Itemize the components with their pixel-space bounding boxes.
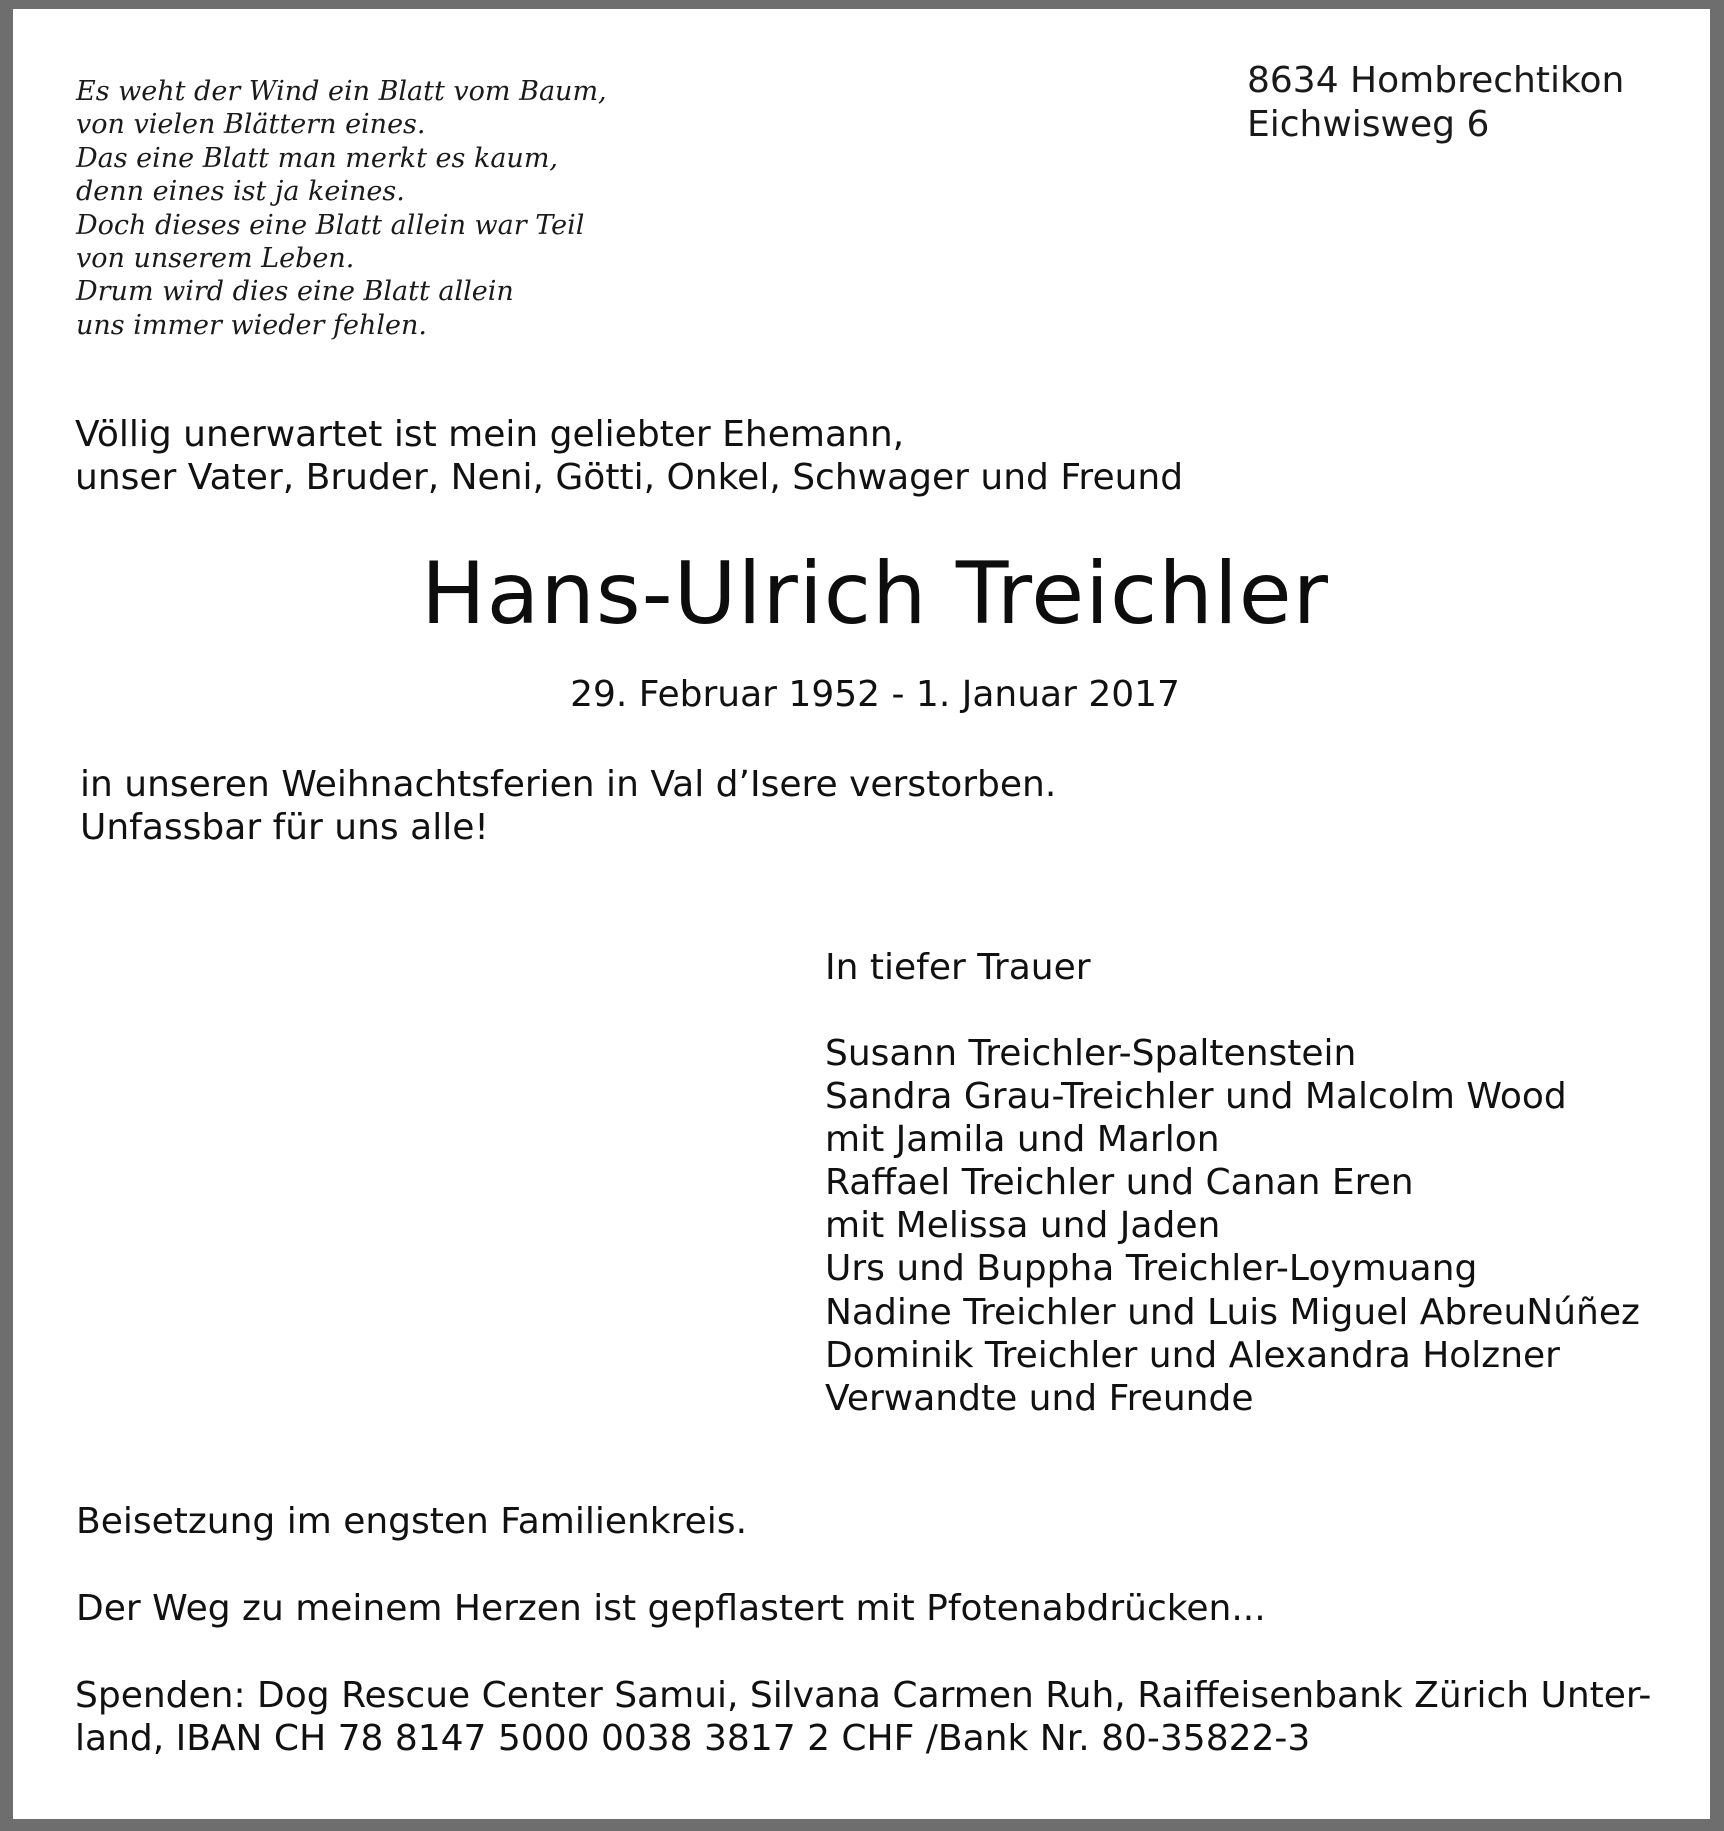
mourner-entry: Nadine Treichler und Luis Miguel AbreuNúñez xyxy=(825,1291,1640,1333)
poem-line: Drum wird dies eine Blatt allein xyxy=(76,276,514,308)
life-dates: 29. Februar 1952 - 1. Januar 2017 xyxy=(570,674,1180,715)
mourner-entry: mit Melissa und Jaden xyxy=(825,1205,1221,1247)
poem-line: denn eines ist ja keines. xyxy=(76,176,405,208)
mourner-entry: Sandra Grau-Treichler und Malcolm Wood xyxy=(825,1076,1567,1118)
poem-line: Das eine Blatt man merkt es kaum, xyxy=(76,142,559,174)
poem-line: von vielen Blättern eines. xyxy=(76,109,426,141)
mourner-entry: mit Jamila und Marlon xyxy=(825,1119,1220,1161)
mourning-heading-text: In tiefer Trauer xyxy=(825,947,1091,988)
poem-line: Es weht der Wind ein Blatt vom Baum, xyxy=(76,76,607,107)
passing-line: Unfassbar für uns alle! xyxy=(80,807,489,848)
burial-text: Beisetzung im engsten Familienkreis. xyxy=(76,1501,748,1542)
donations-line: land, IBAN CH 78 8147 5000 0038 3817 2 CHF /Bank Nr. 80-35822-3 xyxy=(75,1718,1311,1759)
deceased-name: Hans-Ulrich Treichler xyxy=(420,544,1330,644)
donations-note xyxy=(75,1674,1651,1760)
poem xyxy=(76,75,716,342)
intro-line: Völlig unerwartet ist mein geliebter Ehemann, xyxy=(75,414,905,455)
mourners-list xyxy=(825,1032,1640,1420)
paws-text: Der Weg zu meinem Herzen ist gepflastert mit Pfotenabdrücken... xyxy=(76,1588,1266,1629)
burial-note xyxy=(76,1500,747,1544)
intro-text xyxy=(75,413,1183,499)
mourner-entry: Verwandte und Freunde xyxy=(825,1377,1254,1419)
passing-line: in unseren Weihnachtsferien in Val d’Isere verstorben. xyxy=(80,764,1057,805)
donations-line: Spenden: Dog Rescue Center Samui, Silvana Carmen Ruh, Raiffeisenbank Zürich Unter- xyxy=(75,1675,1652,1716)
poem-line: uns immer wieder fehlen. xyxy=(76,309,427,341)
address xyxy=(1247,59,1624,147)
poem-line: von unserem Leben. xyxy=(76,243,355,275)
mourning-heading xyxy=(825,946,1091,990)
address-street: Eichwisweg 6 xyxy=(1247,104,1490,145)
mourner-entry: Urs und Buppha Treichler-Loymuang xyxy=(825,1248,1478,1290)
paws-quote xyxy=(76,1587,1266,1631)
poem-line: Doch dieses eine Blatt allein war Teil xyxy=(76,209,585,241)
intro-line: unser Vater, Bruder, Neni, Götti, Onkel, Schwager und Freund xyxy=(75,457,1184,498)
mourner-entry: Dominik Treichler und Alexandra Holzner xyxy=(825,1334,1560,1376)
passing-text xyxy=(80,763,1056,849)
mourner-entry: Raffael Treichler und Canan Eren xyxy=(825,1162,1414,1204)
mourner-entry: Susann Treichler-Spaltenstein xyxy=(825,1033,1357,1074)
address-city: 8634 Hombrechtikon xyxy=(1247,60,1625,101)
